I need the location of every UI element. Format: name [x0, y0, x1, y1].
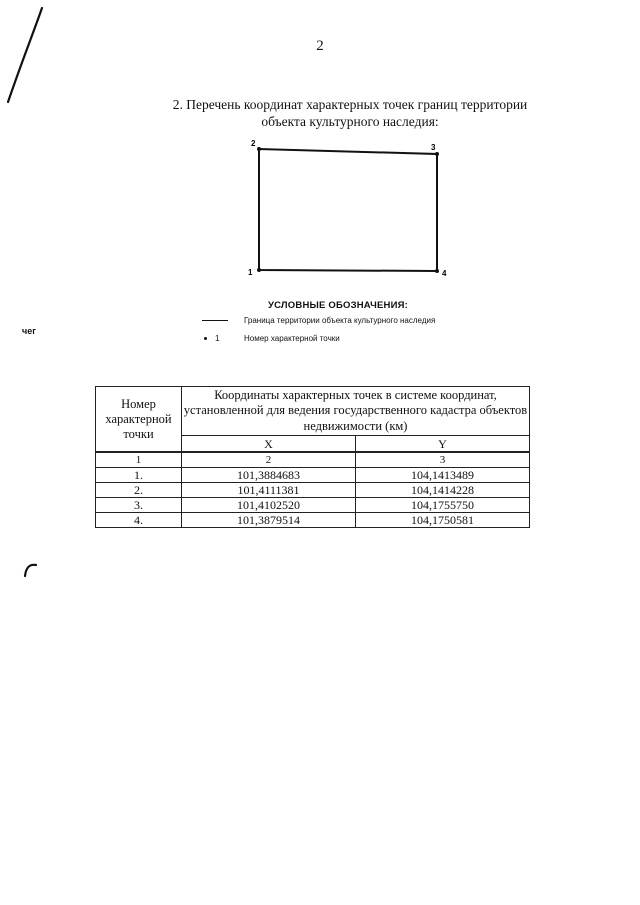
point-marker-1: [257, 268, 261, 272]
section-title: [120, 96, 580, 130]
margin-fragment-text: чег: [22, 326, 36, 336]
header-coordinates: Координаты характерных точек в системе координат, установленной для ведения государственного кадастра объектов недвижимости (км): [182, 387, 530, 436]
index-cell: 2: [182, 452, 356, 468]
legend-point-symbol: [200, 334, 244, 343]
table-row: [96, 468, 530, 483]
point-dot-icon: [204, 337, 207, 340]
cell-x: 101,4102520: [182, 498, 356, 513]
header-point-number: Номер характерной точки: [96, 387, 182, 453]
cell-number: 4.: [96, 513, 182, 528]
point-marker-2: [257, 147, 261, 151]
point-label-2: 2: [251, 139, 256, 148]
boundary-polygon: [259, 149, 437, 271]
table-header-row: [96, 387, 530, 436]
index-cell: 3: [356, 452, 530, 468]
cell-y: 104,1413489: [356, 468, 530, 483]
legend-boundary-symbol: [200, 320, 244, 321]
cell-x: 101,4111381: [182, 483, 356, 498]
margin-hook-mark: [22, 562, 38, 578]
point-label-4: 4: [442, 269, 447, 278]
cell-x: 101,3879514: [182, 513, 356, 528]
legend-point-number: 1: [215, 333, 220, 343]
point-marker-4: [435, 269, 439, 273]
table-row: [96, 483, 530, 498]
cell-number: 3.: [96, 498, 182, 513]
cell-y: 104,1414228: [356, 483, 530, 498]
point-marker-3: [435, 152, 439, 156]
legend-point-label: Номер характерной точки: [244, 333, 340, 343]
boundary-line-icon: [202, 320, 228, 321]
index-cell: 1: [96, 452, 182, 468]
legend-row-boundary: [200, 314, 435, 326]
cell-number: 2.: [96, 483, 182, 498]
table-index-row: [96, 452, 530, 468]
table-row: [96, 498, 530, 513]
page-number: 2: [316, 38, 324, 54]
section-title-line-2: объекта культурного наследия:: [261, 114, 439, 129]
point-label-3: 3: [431, 143, 436, 152]
cell-x: 101,3884683: [182, 468, 356, 483]
header-x: X: [182, 436, 356, 453]
section-title-line-1: 2. Перечень координат характерных точек границ территории: [172, 97, 528, 112]
legend-row-point: [200, 332, 340, 344]
cell-y: 104,1750581: [356, 513, 530, 528]
table-row: [96, 513, 530, 528]
boundary-scheme: [240, 135, 460, 285]
legend-boundary-label: Граница территории объекта культурного наследия: [244, 315, 436, 325]
point-label-1: 1: [248, 268, 253, 277]
legend-title: УСЛОВНЫЕ ОБОЗНАЧЕНИЯ:: [268, 300, 409, 311]
header-y: Y: [356, 436, 530, 453]
coordinates-table: [95, 386, 530, 528]
cell-number: 1.: [96, 468, 182, 483]
margin-slash-mark: [4, 6, 44, 106]
cell-y: 104,1755750: [356, 498, 530, 513]
